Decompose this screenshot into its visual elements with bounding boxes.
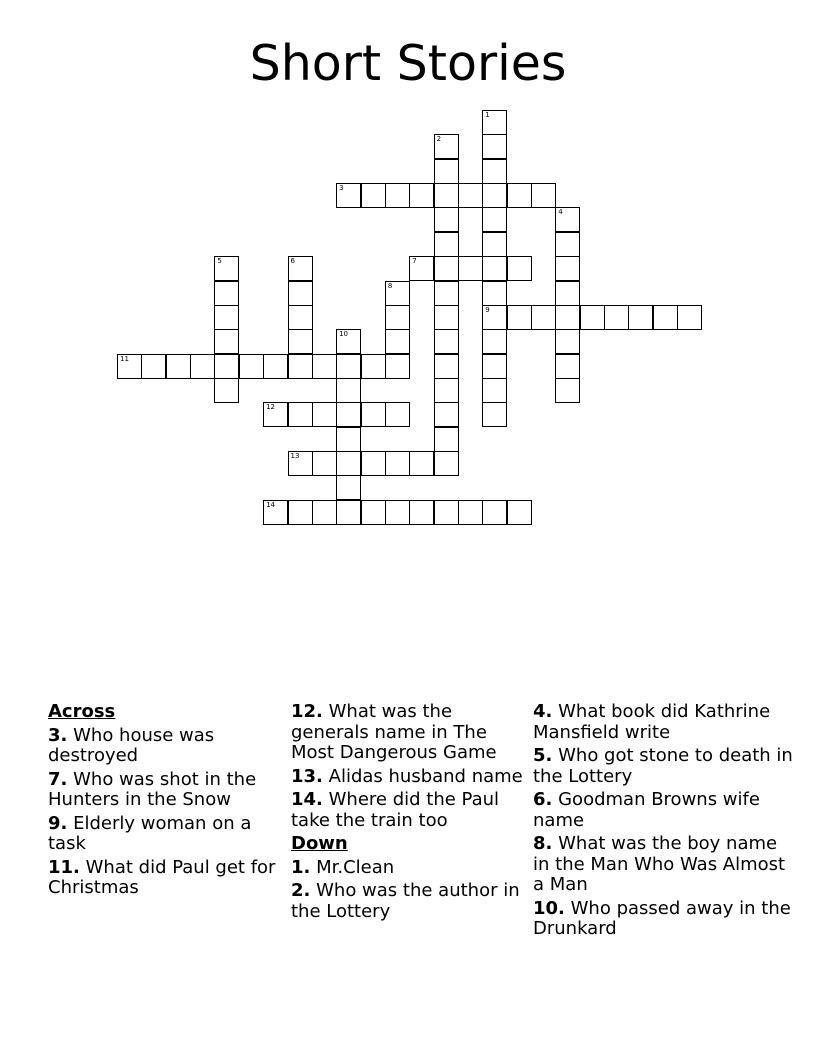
down-heading: Down	[291, 833, 348, 854]
grid-cell[interactable]	[288, 451, 313, 476]
grid-cell[interactable]	[409, 451, 434, 476]
grid-cell[interactable]	[434, 500, 459, 525]
grid-cell[interactable]	[482, 207, 507, 232]
cell-number: 14	[266, 500, 276, 509]
cell-number: 10	[339, 330, 349, 339]
grid-cell[interactable]	[385, 305, 410, 330]
grid-cell[interactable]	[482, 354, 507, 379]
clue-across-3: 3. Who house was destroyed	[48, 724, 215, 766]
grid-cell[interactable]	[336, 500, 361, 525]
clue-across-14: 14. Where did the Paul take the train too	[291, 789, 500, 831]
grid-cell[interactable]	[555, 256, 580, 281]
grid-cell[interactable]	[434, 451, 459, 476]
grid-cell[interactable]	[434, 305, 459, 330]
grid-cell[interactable]	[263, 500, 288, 525]
clues-column-3	[533, 702, 793, 943]
grid-cell[interactable]	[361, 402, 386, 427]
grid-cell[interactable]	[288, 402, 313, 427]
grid-cell[interactable]	[434, 378, 459, 403]
grid-cell[interactable]	[434, 183, 459, 208]
grid-cell[interactable]	[361, 183, 386, 208]
grid-cell[interactable]	[434, 232, 459, 257]
grid-cell[interactable]	[336, 354, 361, 379]
grid-cell[interactable]	[507, 183, 532, 208]
across-heading: Across	[48, 701, 116, 722]
grid-cell[interactable]	[434, 329, 459, 354]
grid-cell[interactable]	[288, 305, 313, 330]
grid-cell[interactable]	[288, 256, 313, 281]
grid-cell[interactable]	[214, 281, 239, 306]
grid-cell[interactable]	[312, 451, 337, 476]
clue-down-1: 1. Mr.Clean	[291, 856, 395, 878]
grid-cell[interactable]	[434, 256, 459, 281]
clue-across-12: 12. What was the generals name in The Most Dangerous Game	[291, 701, 497, 763]
grid-cell[interactable]	[214, 354, 239, 379]
cell-number: 12	[266, 403, 276, 412]
grid-cell[interactable]	[361, 451, 386, 476]
cell-number: 8	[387, 281, 393, 290]
grid-cell[interactable]	[555, 378, 580, 403]
grid-cell[interactable]	[434, 207, 459, 232]
cell-number: 4	[558, 208, 563, 217]
grid-cell[interactable]	[482, 281, 507, 306]
grid-cell[interactable]	[482, 110, 507, 135]
grid-cell[interactable]	[385, 329, 410, 354]
grid-cell[interactable]	[361, 354, 386, 379]
grid-cell[interactable]	[263, 402, 288, 427]
grid-cell[interactable]	[434, 354, 459, 379]
grid-cell[interactable]	[336, 329, 361, 354]
clue-down-6: 6. Goodman Browns wife name	[533, 789, 760, 831]
grid-cell[interactable]	[117, 354, 142, 379]
grid-cell[interactable]	[214, 329, 239, 354]
grid-cell[interactable]	[434, 402, 459, 427]
grid-cell[interactable]	[385, 402, 410, 427]
clues-column-1	[48, 702, 283, 902]
grid-cell[interactable]	[288, 500, 313, 525]
grid-cell[interactable]	[214, 378, 239, 403]
grid-cell[interactable]	[336, 183, 361, 208]
grid-cell[interactable]	[482, 402, 507, 427]
grid-cell[interactable]	[409, 183, 434, 208]
grid-cell[interactable]	[507, 305, 532, 330]
cell-number: 6	[290, 257, 295, 266]
grid-cell[interactable]	[482, 183, 507, 208]
grid-cell[interactable]	[385, 354, 410, 379]
grid-cell[interactable]	[458, 256, 483, 281]
cell-number: 9	[485, 305, 490, 314]
cell-number: 1	[485, 111, 490, 119]
clue-down-2: 2. Who was the author in the Lottery	[291, 880, 520, 922]
clue-across-7: 7. Who was shot in the Hunters in the Snow	[48, 768, 257, 810]
grid-cell[interactable]	[385, 281, 410, 306]
grid-cell[interactable]	[555, 232, 580, 257]
grid-cell[interactable]	[214, 305, 239, 330]
grid-cell[interactable]	[336, 402, 361, 427]
grid-cell[interactable]	[555, 281, 580, 306]
grid-cell[interactable]	[482, 329, 507, 354]
clues-column-2	[291, 702, 526, 925]
grid-cell[interactable]	[385, 451, 410, 476]
grid-cell[interactable]	[555, 207, 580, 232]
grid-cell[interactable]	[312, 402, 337, 427]
grid-cell[interactable]	[580, 305, 605, 330]
clue-down-4: 4. What book did Kathrine Mansfield write	[533, 701, 771, 743]
grid-cell[interactable]	[409, 500, 434, 525]
grid-cell[interactable]	[434, 427, 459, 452]
grid-cell[interactable]	[312, 354, 337, 379]
cell-number: 3	[339, 184, 344, 193]
grid-cell[interactable]	[361, 500, 386, 525]
grid-cell[interactable]	[653, 305, 678, 330]
grid-cell[interactable]	[555, 329, 580, 354]
grid-cell[interactable]	[434, 134, 459, 159]
grid-cell[interactable]	[507, 256, 532, 281]
clue-down-10: 10. Who passed away in the Drunkard	[533, 897, 791, 939]
grid-cell[interactable]	[531, 305, 556, 330]
grid-cell[interactable]	[239, 354, 264, 379]
grid-cell[interactable]	[288, 354, 313, 379]
cell-number: 5	[217, 257, 222, 266]
grid-cell[interactable]	[434, 281, 459, 306]
grid-cell[interactable]	[482, 232, 507, 257]
clue-across-13: 13. Alidas husband name	[291, 765, 523, 787]
clue-down-5: 5. Who got stone to death in the Lottery	[533, 745, 793, 787]
grid-cell[interactable]	[604, 305, 629, 330]
grid-cell[interactable]	[482, 305, 507, 330]
grid-cell[interactable]	[482, 500, 507, 525]
grid-cell[interactable]	[336, 451, 361, 476]
puzzle-title: Short Stories	[249, 35, 567, 92]
grid-cell[interactable]	[482, 134, 507, 159]
grid-cell[interactable]	[507, 500, 532, 525]
grid-cell[interactable]	[385, 500, 410, 525]
grid-cell[interactable]	[336, 427, 361, 452]
grid-cell[interactable]	[336, 378, 361, 403]
grid-cell[interactable]	[385, 183, 410, 208]
grid-cell[interactable]	[263, 354, 288, 379]
clue-down-8: 8. What was the boy name in the Man Who Was Almost a Man	[533, 833, 786, 895]
grid-cell[interactable]	[336, 475, 361, 500]
grid-cell[interactable]	[482, 159, 507, 184]
grid-cell[interactable]	[628, 305, 653, 330]
cell-number: 7	[412, 257, 417, 266]
grid-cell[interactable]	[434, 159, 459, 184]
grid-cell[interactable]	[141, 354, 166, 379]
clue-across-11: 11. What did Paul get for Christmas	[48, 856, 276, 898]
grid-cell[interactable]	[288, 329, 313, 354]
clue-across-9: 9. Elderly woman on a task	[48, 812, 252, 854]
grid-cell[interactable]	[190, 354, 215, 379]
grid-cell[interactable]	[555, 305, 580, 330]
grid-cell[interactable]	[555, 354, 580, 379]
grid-cell[interactable]	[482, 378, 507, 403]
grid-cell[interactable]	[214, 256, 239, 281]
cell-number: 13	[290, 451, 300, 460]
grid-cell[interactable]	[458, 183, 483, 208]
grid-cell[interactable]	[288, 281, 313, 306]
cell-number: 2	[436, 135, 442, 144]
grid-cell[interactable]	[312, 500, 337, 525]
grid-cell[interactable]	[482, 256, 507, 281]
grid-cell[interactable]	[166, 354, 191, 379]
grid-cell[interactable]	[458, 500, 483, 525]
grid-cell[interactable]	[409, 256, 434, 281]
grid-cell[interactable]	[677, 305, 702, 330]
cell-number: 11	[120, 354, 129, 363]
grid-cell[interactable]	[531, 183, 556, 208]
